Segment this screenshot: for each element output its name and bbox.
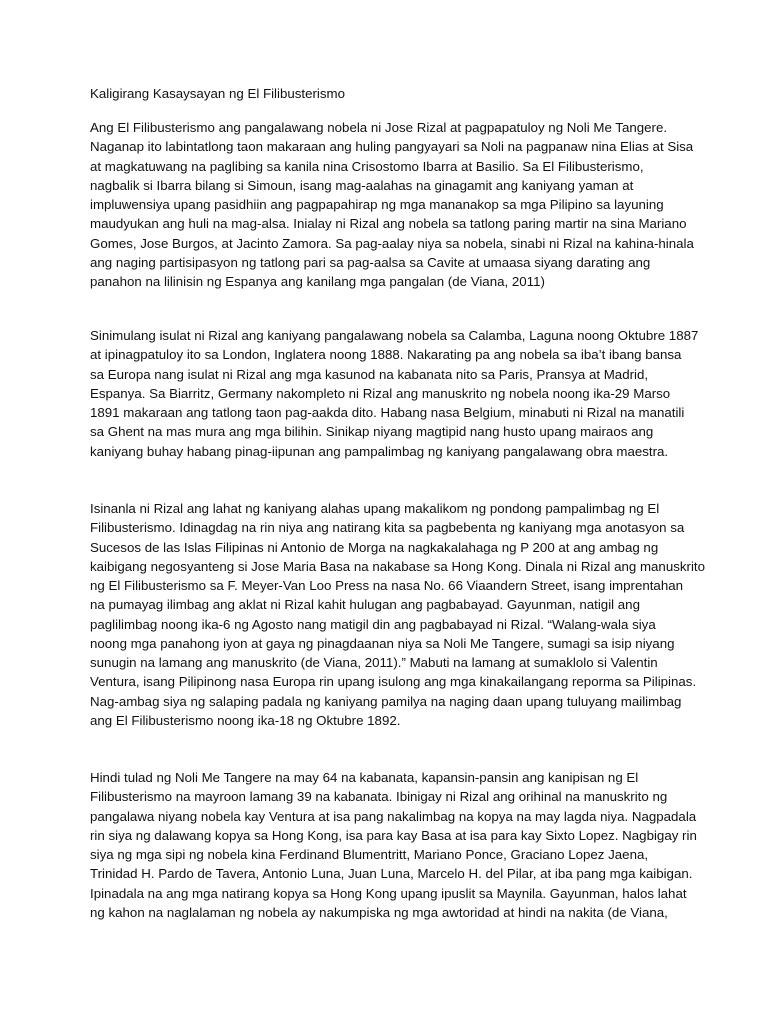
text-line: Espanya. Sa Biarritz, Germany nakompleto ni Rizal ang manuskrito ng nobela noong ika-29 Marso xyxy=(90,385,671,401)
text-line: Ang El Filibusterismo ang pangalawang nobela ni Jose Rizal at pagpapatuloy ng Noli Me Tangere. xyxy=(90,120,668,135)
document-title: Kaligirang Kasaysayan ng El Filibusterismo xyxy=(90,86,345,101)
text-line: pangalawa niyang nobela kay Ventura at isa pang nakalimbag na kopya na may lagda niya. Nagpadala xyxy=(90,808,697,824)
text-line: maudyukan ang huli na mag-alsa. Inialay ni Rizal ang nobela sa tatlong paring martir na sina Mariano xyxy=(90,216,687,232)
text-line: Filibusterismo. Idinagdag na rin niya ang natirang kita sa pagbebenta ng kaniyang mga anotasyon sa xyxy=(90,520,685,536)
text-line: 1891 makaraan ang tatlong taon pag-aakda dito. Habang nasa Belgium, minabuti ni Rizal na manatili xyxy=(90,405,685,420)
text-line: Hindi tulad ng Noli Me Tangere na may 64 na kabanata, kapansin-pansin ang kanipisan ng El xyxy=(90,770,639,785)
text-line: sunugin na lamang ang manuskrito (de Viana, 2011).” Mabuti na lamang at sumaklolo si Valentin xyxy=(90,655,658,670)
text-line: Sinimulang isulat ni Rizal ang kaniyang pangalawang nobela sa Calamba, Laguna noong Oktubre 1887 xyxy=(90,328,699,343)
text-line: ng kahon na naglalaman ng nobela ay nakumpiska ng mga awtoridad at hindi na nakita (de Viana, xyxy=(90,904,668,920)
text-line: Trinidad H. Pardo de Tavera, Antonio Luna, Juan Luna, Marcelo H. del Pilar, at iba pang mga kaibigan. xyxy=(90,866,693,882)
text-line: impluwensiya upang pasidhiin ang pagpapahirap ng mga mananakop sa mga Pilipino sa layuning xyxy=(90,197,664,212)
text-line: Nag-ambag siya ng salaping padala ng kaniyang pamilya na naging daan upang tuluyang mailimbag xyxy=(90,693,682,709)
text-line: kaibigang negosyanteng si Jose Maria Basa na nakabase sa Hong Kong. Dinala ni Rizal ang manuskrito xyxy=(90,558,705,574)
text-line: ang naging partisipasyon ng tatlong pari sa pag-aalsa sa Cavite at umaasa siyang darating ang xyxy=(90,254,651,270)
paragraph-3 xyxy=(90,499,705,730)
text-line: Gomes, Jose Burgos, at Jacinto Zamora. Sa pag-aalay niya sa nobela, sinabi ni Rizal na kahina-hinala xyxy=(90,235,694,251)
text-line: paglilimbag noong ika-6 ng Agosto nang matigil din ang pagbabayad ni Rizal. “Walang-wala siya xyxy=(90,616,656,632)
paragraph-2 xyxy=(90,326,699,461)
paragraph-1 xyxy=(90,118,694,291)
paragraph-4 xyxy=(90,768,697,922)
text-line: ang El Filibusterismo noong ika-18 ng Oktubre 1892. xyxy=(90,712,401,728)
text-line: Filibusterismo na mayroon lamang 39 na kabanata. Ibinigay ni Rizal ang orihinal na manuskrito ng xyxy=(90,789,668,805)
text-line: at magkatuwang na paglibing sa kanila nina Crisostomo Ibarra at Basilio. Sa El Filibusterismo, xyxy=(90,158,644,174)
text-line: ng El Filibusterismo sa F. Meyer-Van Loo Press na nasa No. 66 Viaandern Street, isang imprentahan xyxy=(90,578,684,593)
text-line: Sucesos de las Islas Filipinas ni Antonio de Morga na nagkakalahaga ng P 200 at ang ambag ng xyxy=(90,539,659,555)
text-line: siya ng mga sipi ng nobela kina Ferdinand Blumentritt, Mariano Ponce, Graciano Lopez Jaena, xyxy=(90,847,649,862)
text-line: Ventura, isang Pilipinong nasa Europa rin upang isulong ang mga kinakailangang reporma sa Pilipinas. xyxy=(90,674,697,690)
text-line: Ipinadala na ang mga natirang kopya sa Hong Kong upang ipuslit sa Maynila. Gayunman, halos lahat xyxy=(90,885,687,901)
text-line: panahon na lilinisin ng Espanya ang kanilang mga pangalan (de Viana, 2011) xyxy=(90,274,545,289)
text-line: na pumayag ilimbag ang aklat ni Rizal kahit hulugan ang pagbabayad. Gayunman, natigil ang xyxy=(90,597,640,613)
text-line: Isinanla ni Rizal ang lahat ng kaniyang alahas upang makalikom ng pondong pampalimbag ng El xyxy=(90,501,660,516)
text-line: sa Ghent na mas mura ang mga bilihin. Sinikap niyang magtipid nang husto upang mairaos ang xyxy=(90,424,654,440)
text-line: noong mga panahong iyon at gaya ng pinagdaanan niya sa Noli Me Tangere, sumagi sa isip niyang xyxy=(90,635,675,651)
text-line: sa Europa nang isulat ni Rizal ang mga kasunod na kabanata nito sa Paris, Pransya at Madrid, xyxy=(90,366,649,382)
text-line: nagbalik si Ibarra bilang si Simoun, isang mag-aalahas na ginagamit ang kaniyang yaman at xyxy=(90,177,634,193)
text-line: rin siya ng dalawang kopya sa Hong Kong, isa para kay Basa at isa para kay Sixto Lopez. Nagbigay rin xyxy=(90,827,697,843)
text-line: at ipinagpatuloy ito sa London, Inglatera noong 1888. Nakarating pa ang nobela sa iba’t ibang bansa xyxy=(90,347,682,363)
text-line: Naganap ito labintatlong taon makaraan ang huling pangyayari sa Noli na pagpanaw nina Elias at Sisa xyxy=(90,139,694,155)
text-line: kaniyang buhay habang pinag-iipunan ang pampalimbag ng kaniyang pangalawang obra maestra. xyxy=(90,443,669,459)
